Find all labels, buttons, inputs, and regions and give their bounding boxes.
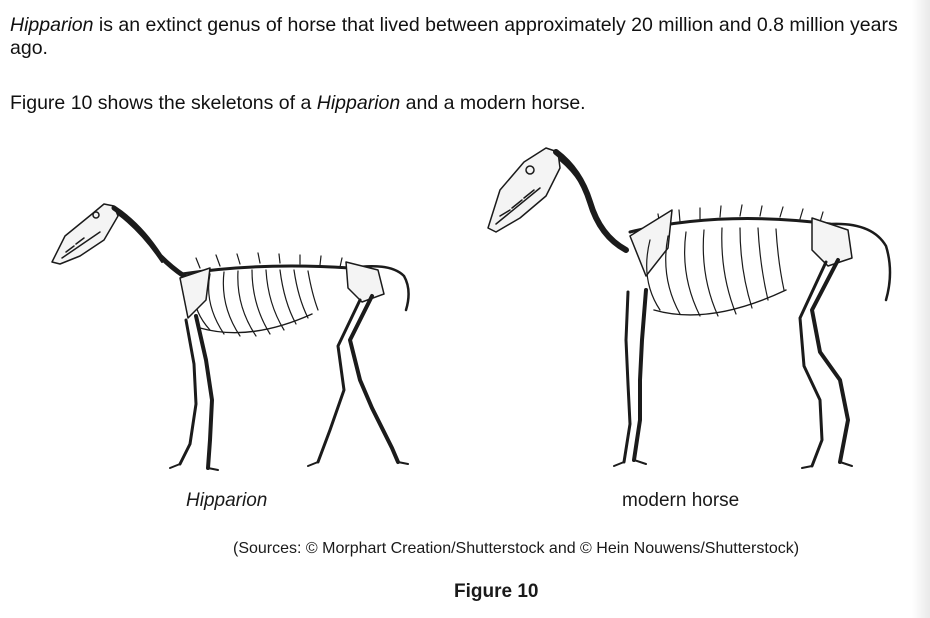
intro-genus: Hipparion [10,14,94,36]
modern-horse-skeleton [488,148,890,468]
figure-intro-after: and a modern horse. [400,92,586,114]
figure-intro-genus: Hipparion [316,92,401,114]
hipparion-skeleton [52,204,409,470]
sources-credit: (Sources: © Morphart Creation/Shutterstock and © Hein Nouwens/Shutterstock) [233,540,800,557]
figure-intro-before: Figure 10 shows the skeletons of a [10,92,317,114]
figure-intro-paragraph [10,92,915,115]
intro-text: is an extinct genus of horse that lived between approximately 20 million and 0.8 million years ago. [10,14,898,59]
modern-horse-label: modern horse [622,490,740,511]
skeleton-figure [0,125,930,485]
figure-title: Figure 10 [454,581,539,602]
hipparion-label: Hipparion [186,490,268,511]
intro-paragraph [10,14,915,60]
